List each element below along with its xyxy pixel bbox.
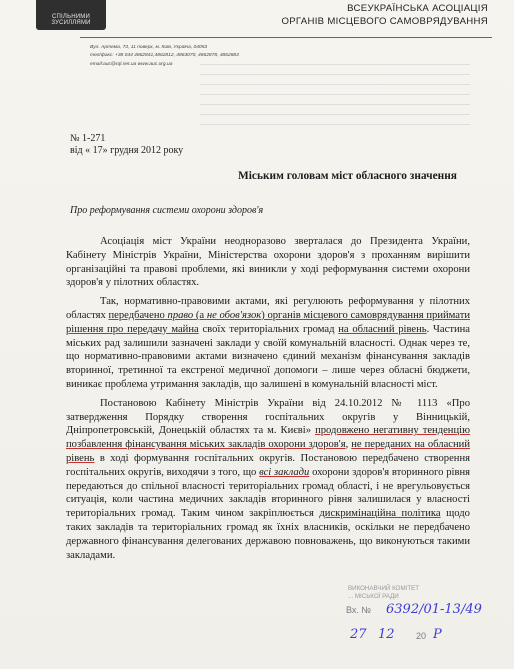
text-run: щодо таких закладів та територіальних громад як їхніх власників, оскільки не передбачено державного фінансування делегованих державою повноважень, що виконуються такими закладами. <box>66 508 470 561</box>
web-line: email:auc@rql.net.ua www.auc.org.ua <box>90 61 173 67</box>
text-run: Постановою Кабінету Міністрів України від 24.10.2012 № 1113 «Про затвердження Порядку створення госпітальних округів у Вінницькій, Дніпропетровській, Донецькій областях та м. Києві» <box>66 397 470 437</box>
stamp-number-label: Вх. № <box>346 605 372 615</box>
handwritten-reg-number: 6392/01-13/49 <box>386 602 482 617</box>
underlined-text: продовжено негативну тенденцію позбавлення фінансування міських закладів охорони здоров'я <box>66 425 470 451</box>
stamp-caption <box>348 585 419 601</box>
paragraph-1: Асоціація міст України неодноразово зверталася до Президента України, Кабінету Міністрів України, Міністерства охорони здоров'я з проханням вирішити організаційні та правові проблеми, які виникли у ході реформування системи охорони здоров'я у пілотних областях. <box>66 236 470 289</box>
paragraph-3 <box>66 397 470 563</box>
handwritten-day: 27 <box>350 627 367 642</box>
show-through-text <box>200 64 470 134</box>
underlined-text: не переданих на обласний рівень <box>66 439 470 464</box>
text-run: передбачено <box>108 309 168 321</box>
ghost-line <box>200 104 470 105</box>
text-run: своїх територіальних громад <box>198 323 339 335</box>
ghost-line <box>200 64 470 65</box>
association-logo <box>36 0 106 30</box>
phone-line: тел/факс: +38 044 4862841,4862812, 4863070, 4862878, 4862883 <box>90 53 239 59</box>
subject-line: Про реформування системи охорони здоров'я <box>70 205 264 216</box>
text-run: Так, нормативно-правовими актами, які регулюють реформування у пілотних областях <box>66 296 470 321</box>
letter-number: № 1-271 <box>70 133 106 144</box>
text-run: , <box>345 439 352 451</box>
org-line-1: ВСЕУКРАЇНСЬКА АСОЦІАЦІЯ <box>347 3 488 14</box>
text-run: приймати рішення про передачу майна <box>66 309 471 335</box>
underlined-text: дискримінаційна політика <box>319 508 441 520</box>
letter-date: від « 17» грудня 2012 року <box>70 145 184 156</box>
underlined-italic-text: всі заклади <box>259 466 310 478</box>
letter-body <box>66 235 470 567</box>
italic-text: право <box>167 309 194 321</box>
ghost-line <box>200 84 470 85</box>
ghost-line <box>200 114 470 115</box>
addressee: Міським головам міст обласного значення <box>238 170 457 182</box>
text-run: . Частина міських рад залишили зазначені заклади у своїй комунальній власності. Однак через те, що нормативно-правовими актами визначено єдиний механізм фінансування закладів вторинної, третинної та екстреної медичної допомоги – лише через обласні бюджети, виникає проблема утримання закладів, що залишені в комунальній власності міст. <box>66 323 470 390</box>
stamp-line-1: ВИКОНАВЧИЙ КОМІТЕТ <box>348 585 420 592</box>
address-line: Вул. Артема, 73, 11 поверх, м. Київ, Україна, 04053 <box>90 45 208 50</box>
text-run: охорони здоров'я вторинного рівня передаються до спільної власності територіальних громад області, і не врегульовується ситуація, коли частина медичних закладів вторинного рівня залишилася у власності територіальних громад. Таким чином закріплюється <box>66 466 470 520</box>
header-divider <box>80 37 492 38</box>
paragraph-2 <box>66 295 470 392</box>
stamp-line-2: ... МІСЬКОЇ РАДИ <box>348 593 399 600</box>
text-run: в ході формування госпітальних округів. Постановою передбачено створення госпітальних округів, виходячи з того, що <box>66 452 470 478</box>
text-run: (а <box>193 309 207 321</box>
handwritten-year-suffix: Р <box>433 627 442 642</box>
organization-name <box>281 2 488 28</box>
registration-stamp <box>330 581 490 659</box>
ghost-line <box>200 94 470 95</box>
org-line-2: ОРГАНІВ МІСЦЕВОГО САМОВРЯДУВАННЯ <box>281 16 488 27</box>
handwritten-month: 12 <box>378 627 395 642</box>
logo-text: СПІЛЬНИМИ ЗУСИЛЛЯМИ <box>51 14 91 26</box>
ghost-line <box>200 124 470 125</box>
stamp-year-prefix: 20 <box>416 631 427 641</box>
ghost-line <box>200 74 470 75</box>
underlined-text: на обласний рівень <box>338 323 427 335</box>
letter-reference <box>70 133 183 157</box>
italic-text: не обов'язок <box>206 309 262 321</box>
text-run: ) органів місцевого самоврядування <box>261 309 427 321</box>
